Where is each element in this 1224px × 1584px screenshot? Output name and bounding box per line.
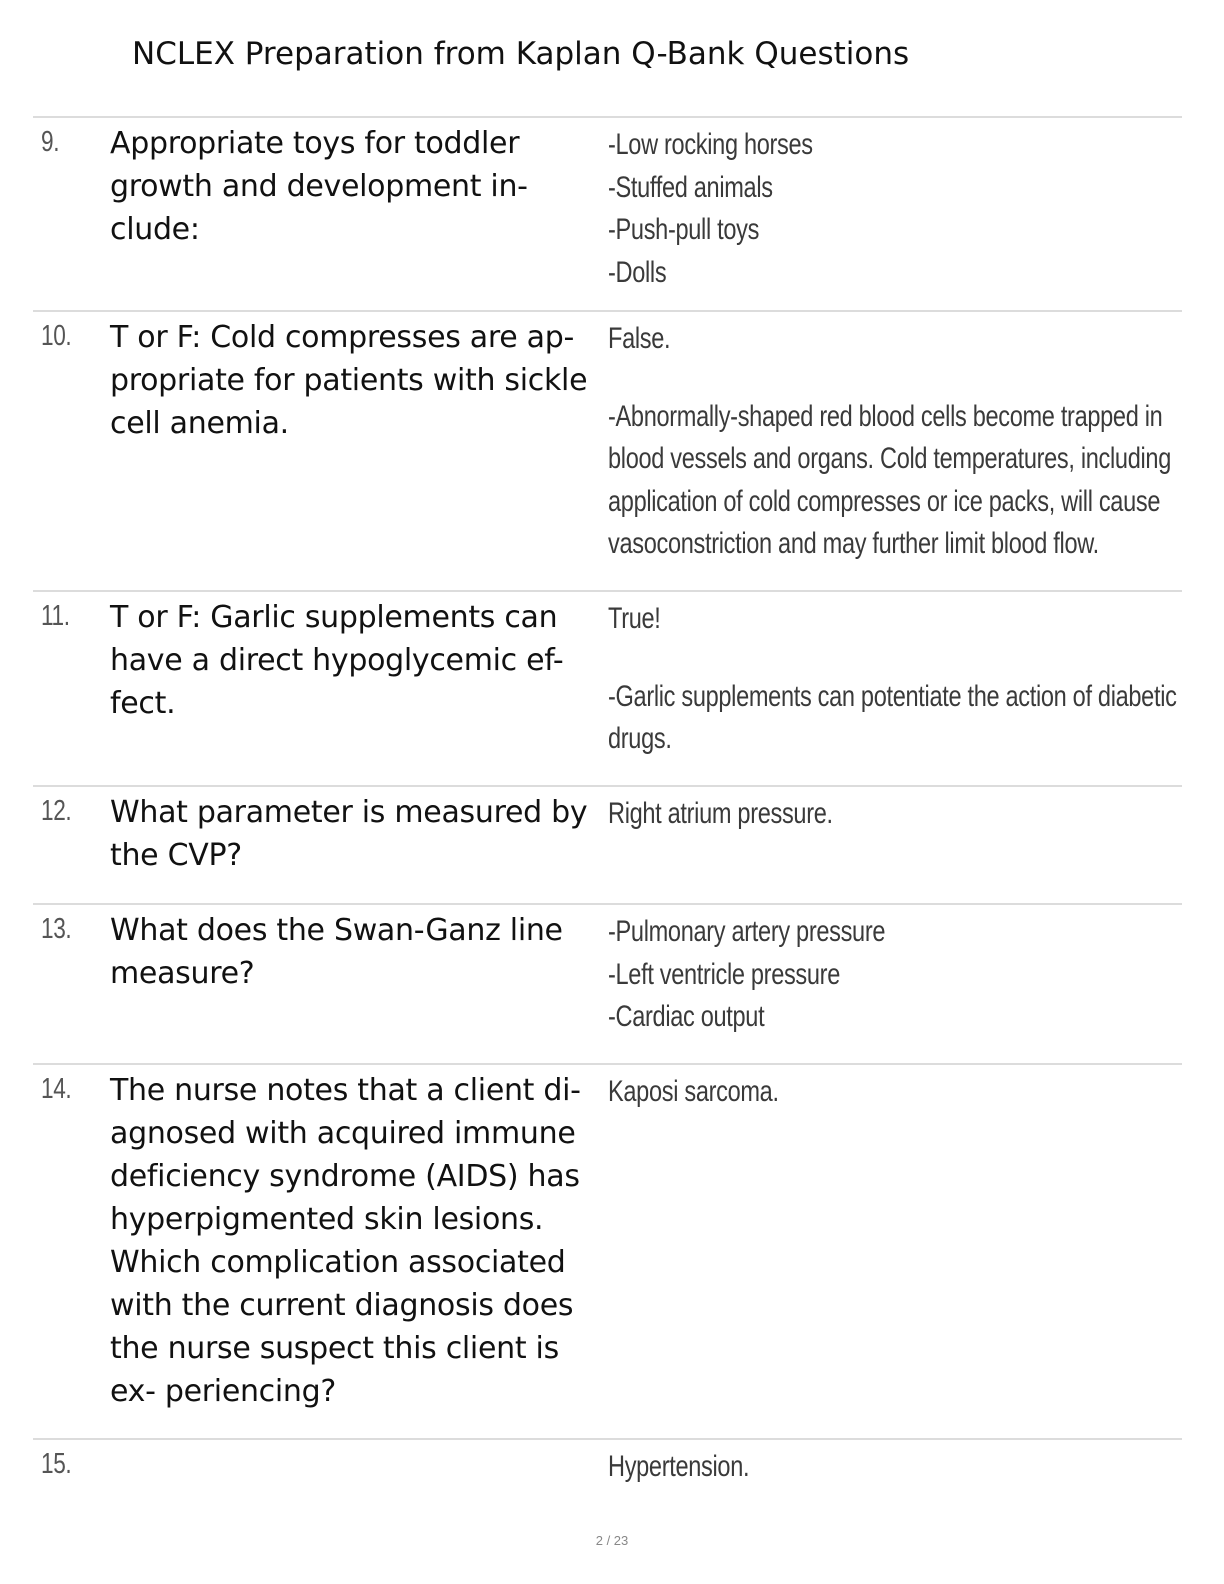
answer-line: -Low rocking horses (608, 128, 813, 161)
page-title: NCLEX Preparation from Kaplan Q-Bank Questions (132, 36, 910, 72)
row-number: 11. (41, 600, 70, 632)
answer-line: drugs. (608, 722, 672, 755)
row-number: 13. (41, 913, 72, 945)
answer-line: Kaposi sarcoma. (608, 1075, 779, 1108)
answer-spacer (608, 641, 1158, 676)
answer-line: -Stuffed animals (608, 170, 773, 204)
row-number: 14. (41, 1073, 72, 1105)
answer-line: True! (608, 602, 661, 635)
question-text: What parameter is measured by the CVP? (110, 795, 588, 873)
answer-line: blood vessels and organs. Cold temperatures, including (608, 442, 1171, 475)
flashcard-row (33, 905, 1182, 1065)
answer-text (608, 1071, 1158, 1114)
page-number: 2 / 23 (595, 1533, 629, 1548)
question-text: The nurse notes that a client di- agnosed with acquired immune deficiency syndrome (AIDS) has hyperpigmented skin lesions. Which complication associated with the current diagnosis does the nurse suspect this client is ex- periencing? (110, 1073, 581, 1409)
answer-line: -Dolls (608, 255, 667, 289)
question-text: T or F: Cold compresses are ap- propriate for patients with sickle cell anemia. (110, 320, 588, 441)
answer-line: -Pulmonary artery pressure (608, 915, 886, 948)
answer-spacer (608, 361, 1158, 396)
flashcard-row (33, 592, 1182, 787)
answer-text (608, 1446, 1158, 1489)
answer-line: Right atrium pressure. (608, 797, 833, 830)
question-text: What does the Swan-Ganz line measure? (110, 913, 563, 991)
answer-text (608, 318, 1171, 566)
flashcard-row (33, 118, 1182, 312)
row-number: 9. (41, 126, 60, 158)
answer-text (608, 124, 1158, 294)
answer-line: -Left ventricle pressure (608, 957, 840, 991)
flashcard-row (33, 787, 1182, 905)
row-number: 15. (41, 1448, 72, 1480)
row-number: 10. (41, 320, 72, 352)
flashcard-row (33, 1065, 1182, 1440)
flashcard-row (33, 1440, 1182, 1520)
answer-line: Hypertension. (608, 1450, 750, 1483)
question-text: T or F: Garlic supplements can have a direct hypoglycemic ef- fect. (110, 600, 564, 721)
answer-text (608, 793, 1158, 836)
answer-line: application of cold compresses or ice packs, will cause (608, 484, 1161, 518)
answer-text (608, 598, 1177, 761)
question-text: Appropriate toys for toddler growth and development in- clude: (110, 126, 528, 247)
answer-line: -Abnormally-shaped red blood cells become trapped in (608, 399, 1163, 433)
answer-line: -Garlic supplements can potentiate the action of diabetic (608, 679, 1177, 713)
flashcard-row (33, 312, 1182, 592)
row-number: 12. (41, 795, 72, 827)
answer-line: False. (608, 322, 671, 355)
answer-text (608, 911, 1158, 1039)
answer-line: -Push-pull toys (608, 213, 760, 246)
answer-line: -Cardiac output (608, 1000, 765, 1033)
answer-line: vasoconstriction and may further limit blood flow. (608, 527, 1099, 560)
